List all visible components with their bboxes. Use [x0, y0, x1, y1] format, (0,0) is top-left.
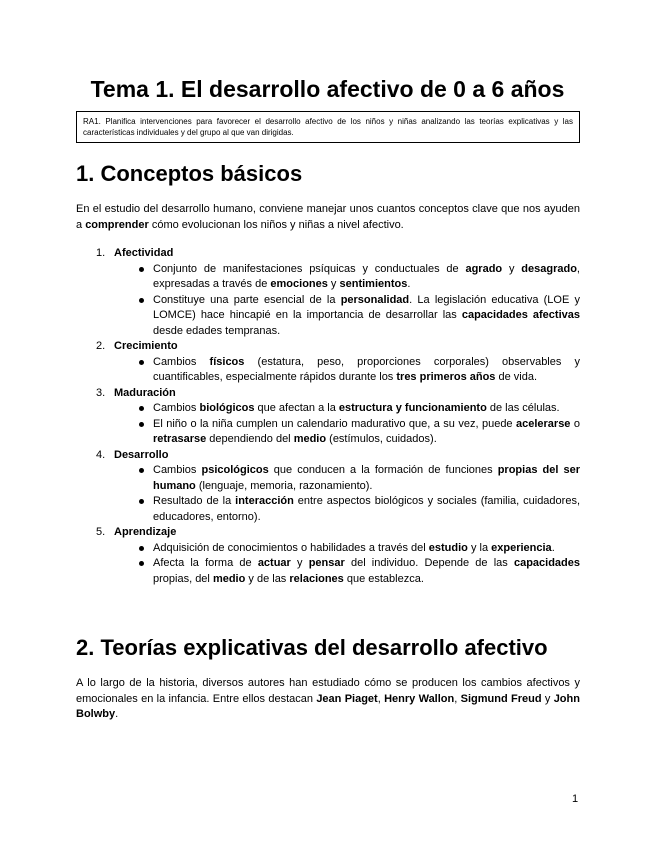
- section-heading-conceptos: 1. Conceptos básicos: [76, 161, 303, 186]
- text-run: Adquisición de conocimientos o habilidades a través del: [153, 541, 429, 554]
- text-run: y de las: [245, 572, 290, 585]
- bold-text: estructura y funcionamiento: [338, 402, 487, 414]
- concept-item: [76, 386, 580, 448]
- text-run: (estímulos, cuidados).: [326, 433, 437, 445]
- bold-text: relaciones: [289, 572, 344, 585]
- text-run: del individuo. Depende de las: [344, 557, 514, 569]
- text-run: Cambios: [153, 402, 200, 414]
- bold-text: tres primeros años: [396, 371, 496, 383]
- bold-text: capacidades afectivas: [461, 309, 580, 321]
- text-run: propias, del: [153, 572, 213, 585]
- concept-term: Desarrollo: [114, 448, 169, 461]
- text-run: de vida.: [495, 371, 538, 383]
- text-run: .: [407, 278, 411, 290]
- bold-text: psicológicos: [201, 464, 269, 476]
- text-run: En el estudio del desarrollo humano, conviene manejar unos cuantos conceptos clave que nos ayuden a: [76, 203, 580, 231]
- bullet-dot-icon: [139, 546, 144, 551]
- text-run: (lenguaje, memoria, razonamiento).: [195, 479, 373, 492]
- bullet-dot-icon: [139, 298, 144, 303]
- text-run: y: [541, 692, 554, 705]
- concept-bullets: [114, 262, 580, 340]
- concept-item: [76, 339, 580, 386]
- bold-text: John Bolwby: [76, 692, 580, 720]
- concept-item: [76, 246, 580, 339]
- bullet-item: [114, 262, 580, 293]
- text-run: .: [115, 708, 119, 720]
- text-run: que establezca.: [343, 572, 424, 585]
- text-run: y la: [467, 541, 492, 554]
- concept-term: Maduración: [114, 386, 176, 399]
- page-number: 1: [572, 793, 579, 805]
- bold-text: capacidades: [513, 557, 580, 569]
- text-run: Cambios: [153, 464, 202, 476]
- text-run: ,: [377, 692, 385, 705]
- text-run: de las células.: [486, 402, 560, 414]
- text-run: cómo evolucionan los niños y niñas a nivel afectivo.: [148, 218, 404, 231]
- concept-term: Aprendizaje: [114, 526, 177, 538]
- text-run: y: [290, 557, 309, 569]
- text-run: (estatura, peso, proporciones corporales) observables y cuantificables, especialmente rápidos durante los: [153, 355, 581, 383]
- text-run: A lo largo de la historia, diversos autores han estudiado cómo se producen los cambios afectivos y emocionales en la infancia. Entre ellos destacan: [76, 677, 580, 705]
- text-run: que conducen a la formación de funciones: [268, 464, 498, 476]
- bold-text: biológicos: [199, 402, 255, 414]
- section-heading-teorias: 2. Teorías explicativas del desarrollo afectivo: [76, 635, 548, 660]
- bold-text: agrado: [465, 262, 503, 275]
- bullet-dot-icon: [139, 561, 144, 566]
- bold-text: Jean Piaget: [316, 692, 378, 705]
- bullet-item: [114, 556, 580, 587]
- bullet-dot-icon: [139, 499, 144, 504]
- concept-item: [76, 448, 580, 526]
- concept-number: 2.: [96, 340, 106, 352]
- concept-term: Afectividad: [114, 247, 174, 259]
- page-title: Tema 1. El desarrollo afectivo de 0 a 6 años: [90, 76, 565, 102]
- bold-text: desagrado: [521, 262, 577, 275]
- concept-item: [76, 525, 580, 587]
- concept-number: 4.: [96, 448, 106, 461]
- bullet-item: [114, 541, 580, 557]
- text-run: Constituye una parte esencial de la: [153, 293, 341, 306]
- bold-text: acelerarse: [515, 417, 571, 430]
- text-run: o: [570, 417, 580, 430]
- bullet-item: [114, 463, 580, 494]
- text-run: entre aspectos biológicos y sociales (familia, cuidadores, educadores, entorno).: [153, 495, 581, 523]
- bold-text: físicos: [209, 355, 245, 368]
- bold-text: interacción: [235, 495, 294, 507]
- section1-intro-paragraph: [76, 202, 580, 233]
- bold-text: sentimientos: [339, 278, 408, 290]
- text-run: .: [551, 541, 555, 554]
- text-run: , expresadas a través de: [153, 262, 580, 290]
- bullet-item: [114, 293, 580, 340]
- bold-text: medio: [293, 433, 327, 445]
- bold-text: comprender: [85, 218, 149, 231]
- concept-bullets: [114, 463, 580, 525]
- text-run: Cambios: [153, 355, 210, 368]
- learning-objective-box: RA1. Planifica intervenciones para favorecer el desarrollo afectivo de los niños y niñas analizando las teorías explicativas y las características individuales y del grupo al que van dirigidas.: [76, 111, 580, 143]
- concept-number: 3.: [96, 386, 106, 399]
- bullet-dot-icon: [139, 468, 144, 473]
- text-run: Conjunto de manifestaciones psíquicas y conductuales de: [153, 262, 466, 275]
- concept-bullets: [114, 355, 580, 386]
- bullet-item: [114, 401, 580, 417]
- bold-text: personalidad: [340, 293, 410, 306]
- bold-text: pensar: [308, 557, 345, 569]
- bold-text: actuar: [257, 557, 291, 569]
- bullet-dot-icon: [139, 422, 144, 427]
- text-run: El niño o la niña cumplen un calendario madurativo que, a su vez, puede: [153, 417, 516, 430]
- concept-term: Crecimiento: [114, 340, 178, 352]
- bold-text: Sigmund Freud: [460, 692, 542, 705]
- text-run: dependiendo del: [206, 433, 294, 445]
- text-run: desde edades tempranas.: [153, 324, 281, 337]
- text-run: y: [327, 278, 340, 290]
- bold-text: emociones: [270, 278, 328, 290]
- concept-number: 5.: [96, 526, 106, 538]
- bullet-dot-icon: [139, 360, 144, 365]
- text-run: Afecta la forma de: [153, 557, 258, 569]
- text-run: y: [502, 262, 522, 275]
- concept-bullets: [114, 541, 580, 588]
- section2-intro-paragraph: [76, 676, 580, 723]
- text-run: . La legislación educativa (LOE y LOMCE) hace hincapié en la importancia de desarrollar las: [153, 293, 581, 321]
- concept-number: 1.: [96, 247, 106, 259]
- bullet-item: [114, 494, 580, 525]
- concept-bullets: [114, 401, 580, 448]
- bold-text: propias del ser humano: [153, 464, 580, 492]
- bold-text: retrasarse: [153, 433, 207, 445]
- bullet-item: [114, 417, 580, 448]
- bold-text: Henry Wallon: [384, 692, 455, 705]
- bullet-dot-icon: [139, 267, 144, 272]
- text-run: Resultado de la: [153, 495, 236, 507]
- bullet-item: [114, 355, 580, 386]
- bold-text: estudio: [428, 541, 468, 554]
- text-run: ,: [454, 692, 461, 705]
- bold-text: experiencia: [491, 541, 552, 554]
- text-run: que afectan a la: [254, 402, 339, 414]
- concepts-list: [76, 246, 580, 587]
- bullet-dot-icon: [139, 406, 144, 411]
- bold-text: medio: [212, 572, 246, 585]
